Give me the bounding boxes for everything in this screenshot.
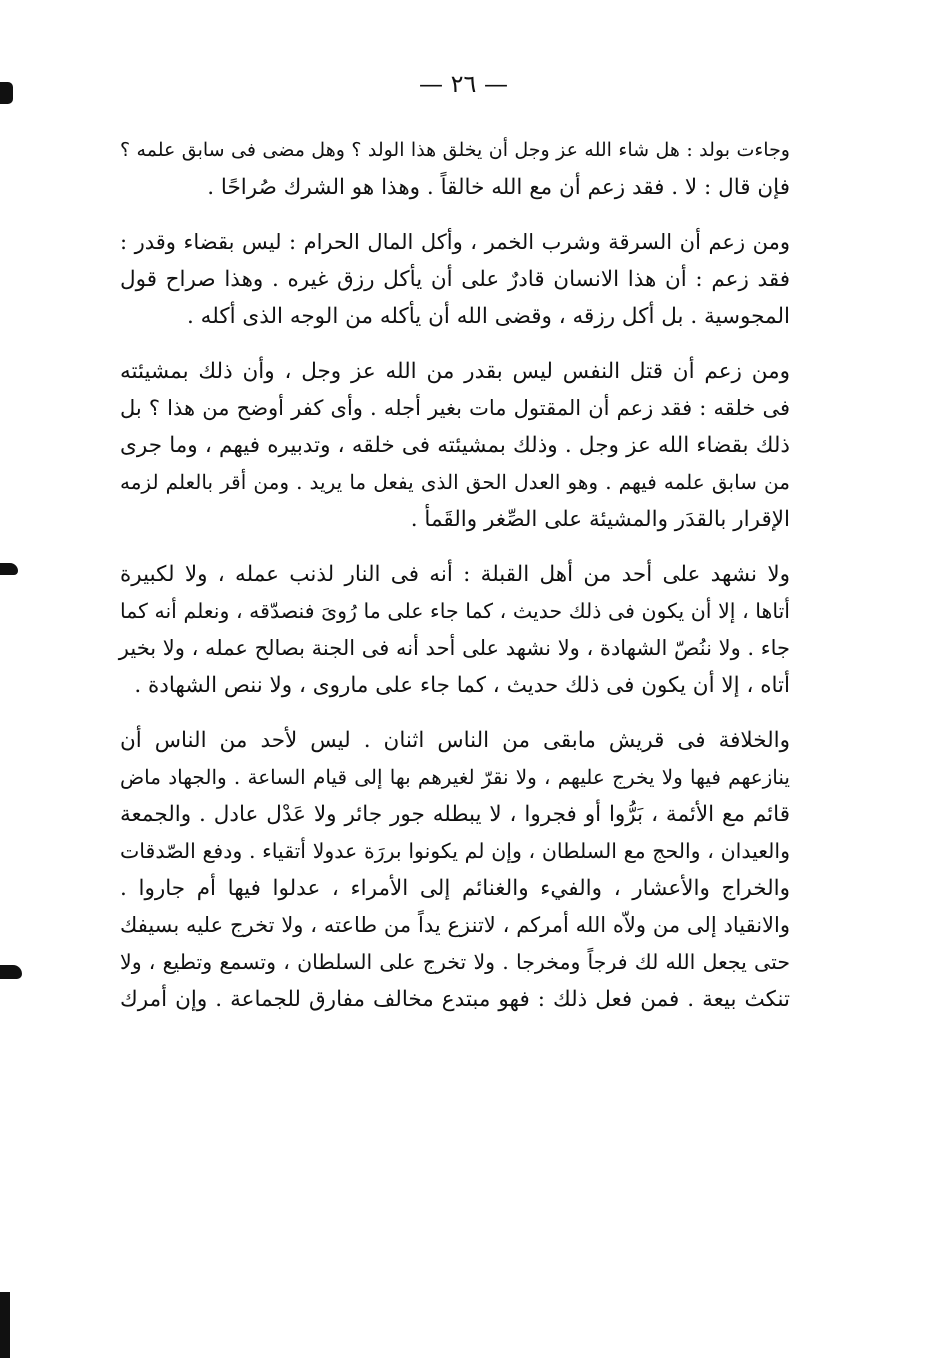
text-line: والخلافة فى قريش مابقى من الناس اثنان . ليس لأحد من الناس أن <box>120 728 790 753</box>
text-line: ومن زعم أن قتل النفس ليس بقدر من الله عز وجل ، وأن ذلك بمشيئته <box>120 359 790 384</box>
text-line: من سابق علمه فيهم . وهو العدل الحق الذى يفعل ما يريد . ومن أقر بالعلم لزمه <box>120 470 790 494</box>
text-line: وجاءت بولد : هل شاء الله عز وجل أن يخلق هذا الولد ؟ وهل مضى فى سابق علمه ؟ <box>120 139 790 161</box>
text-line: ذلك بقضاء الله عز وجل . وذلك بمشيئته فى خلقه ، وتدبيره فيهم ، وما جرى <box>120 433 790 458</box>
page-edge-mark <box>0 965 22 979</box>
text-line: ولا نشهد على أحد من أهل القبلة : أنه فى النار لذنب عمله ، ولا لكبيرة <box>120 562 790 587</box>
paragraph <box>120 224 790 335</box>
text-line: والخراج والأعشار ، والفيء والغنائم إلى الأمراء ، عدلوا فيها أم جاروا . <box>120 876 790 901</box>
page-edge-mark <box>0 1292 10 1358</box>
paragraph <box>120 556 790 704</box>
text-line: ينازعهم فيها ولا يخرج عليهم ، ولا نقرّ لغيرهم بها إلى قيام الساعة . والجهاد ماض <box>120 765 790 789</box>
text-line: الإقرار بالقدَر والمشيئة على الصِّغر والقَمأ . <box>410 507 790 532</box>
text-line: جاء . ولا ننُصّ الشهادة ، ولا نشهد على أحد أنه فى الجنة بصالح عمله ، ولا بخير <box>118 636 790 660</box>
text-line: فى خلقه : فقد زعم أن المقتول مات بغير أجله . وأى كفر أوضح من هذا ؟ بل <box>120 396 790 420</box>
text-line: فقد زعم : أن هذا الانسان قادرٌ على أن يأكل رزق غيره . وهذا صراح قول <box>120 267 790 292</box>
page-edge-mark <box>0 563 18 575</box>
text-line: فإن قال : لا . فقد زعم أن مع الله خالقاً . وهذا هو الشرك صُراحًا . <box>207 175 790 200</box>
page-number: — ٢٦ — <box>418 70 509 98</box>
text-line: والعيدان ، والحج مع السلطان ، وإن لم يكونوا بررَة عدولا أتقياء . ودفع الصّدقات <box>120 839 790 863</box>
text-line: المجوسية . بل أكل رزقه ، وقضى الله أن يأكله من الوجه الذى أكله . <box>187 304 790 329</box>
text-line: والانقياد إلى من ولاّه الله أمركم ، لاتنزع يداً من طاعته ، ولا تخرج عليه بسيفك <box>120 913 790 937</box>
paragraph <box>120 722 790 1018</box>
text-line: حتى يجعل الله لك فرجاً ومخرجا . ولا تخرج على السلطان ، وتسمع وتطيع ، ولا <box>120 950 790 974</box>
text-line: ومن زعم أن السرقة وشرب الخمر ، وأكل المال الحرام : ليس بقضاء وقدر : <box>120 230 790 254</box>
text-line: أتاه ، إلا أن يكون فى ذلك حديث ، كما جاء على ماروى ، ولا ننص الشهادة . <box>134 673 790 698</box>
text-line: تنكث بيعة . فمن فعل ذلك : فهو مبتدع مخالف مفارق للجماعة . وإن أمرك <box>120 987 790 1012</box>
body-text <box>120 132 790 1036</box>
text-line: قائم مع الأئمة ، بَرُّوا أو فجروا ، لا يبطله جور جائر ولا عَدْل عادل . والجمعة <box>120 802 790 827</box>
text-line: أتاها ، إلا أن يكون فى ذلك حديث ، كما جاء على ما رُوىَ فنصدّقه ، ونعلم أنه كما <box>120 599 790 623</box>
paragraph <box>120 353 790 538</box>
paragraph <box>120 132 790 206</box>
